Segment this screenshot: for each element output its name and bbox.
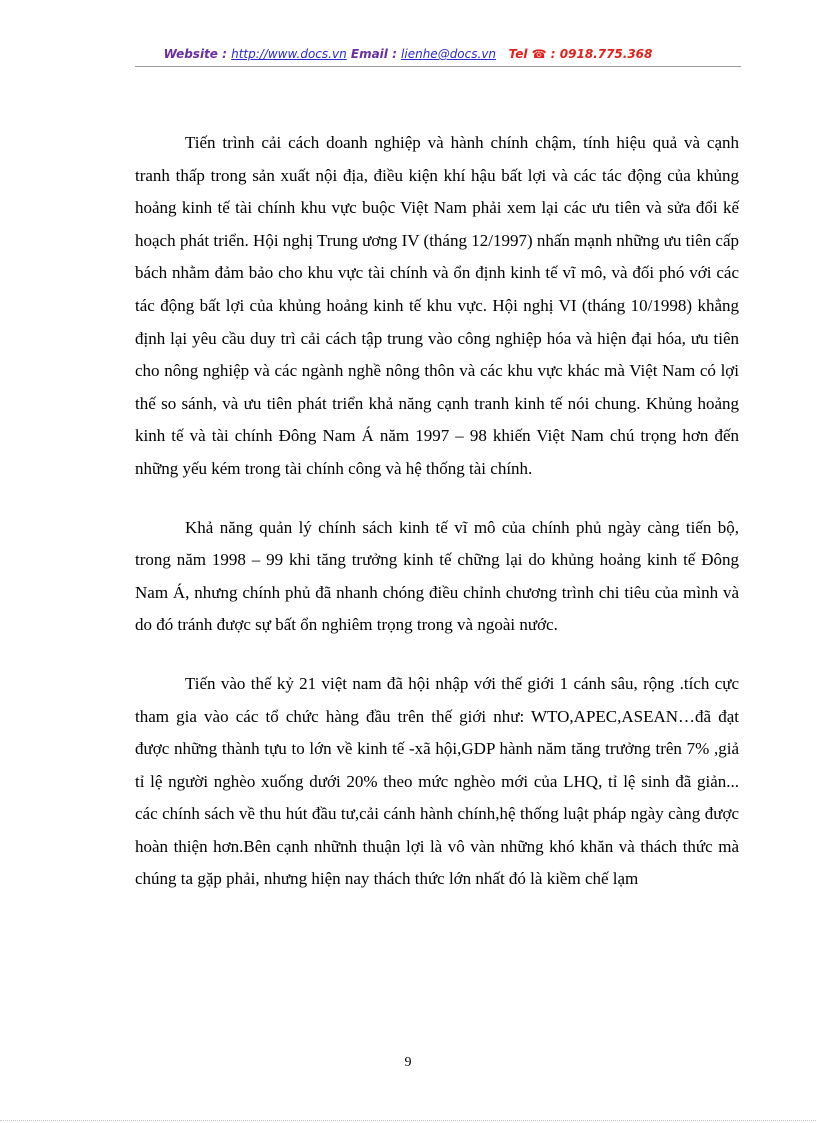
email-label: Email :	[346, 47, 402, 61]
phone-number: : 0918.775.368	[546, 47, 653, 61]
paragraph: Khả năng quản lý chính sách kinh tế vĩ mô của chính phủ ngày càng tiến bộ, trong năm 1998 – 99 khi tăng trưởng kinh tế chững lại do khủng hoảng kinh tế Đông Nam Á, nhưng chính phủ đã nhanh chóng điều chỉnh chương trình chi tiêu của mình và do đó tránh được sự bất ổn nghiêm trọng trong và ngoài nước.	[135, 517, 739, 635]
paragraph: Tiến vào thế kỷ 21 việt nam đã hội nhập với thế giới 1 cánh sâu, rộng .tích cực tham gia vào các tổ chức hàng đầu trên thế giới như: WTO,APEC,ASEAN…đã đạt được những thành tựu to lớn về kinh tế -xã hội,GDP hành năm tăng trưởng trên 7% ,giả tỉ lệ người nghèo xuống dưới 20% theo mức nghèo mới của LHQ, tỉ lệ sinh đã giản... các chính sách về thu hút đầu tư,cải cánh hành chính,hệ thống luật pháp ngày càng được hoàn thiện hơn.Bên cạnh nhữnh thuận lợi là vô vàn những khó khăn và thách thức mà chúng ta gặp phải, nhưng hiện nay thách thức lớn nhất đó là kiềm chế lạm	[135, 673, 739, 889]
email-link[interactable]: lienhe@docs.vn	[401, 47, 497, 61]
page-number: 9	[404, 1055, 412, 1070]
website-link[interactable]: http://www.docs.vn	[231, 47, 347, 61]
page-header	[0, 47, 816, 61]
phone-icon: ☎	[531, 47, 547, 61]
document-body	[135, 127, 739, 922]
website-label: Website :	[163, 47, 232, 61]
header-divider	[135, 66, 741, 67]
paragraph: Tiến trình cải cách doanh nghiệp và hành chính chậm, tính hiệu quả và cạnh tranh thấp trong sản xuất nội địa, điều kiện khí hậu bất lợi và các tác động của khủng hoảng kinh tế tài chính khu vực buộc Việt Nam phải xem lại các ưu tiên và sửa đổi kế hoạch phát triển. Hội nghị Trung ương IV (tháng 12/1997) nhấn mạnh những ưu tiên cấp bách nhằm đảm bảo cho khu vực tài chính và ổn định kinh tế vĩ mô, và đối phó với các tác động bất lợi của khủng hoảng kinh tế khu vực. Hội nghị VI (tháng 10/1998) khẳng định lại yêu cầu duy trì cải cách tập trung vào công nghiệp hóa và hiện đại hóa, ưu tiên cho nông nghiệp và các ngành nghề nông thôn và các khu vực khác mà Việt Nam có lợi thế so sánh, và ưu tiên phát triển khả năng cạnh tranh kinh tế nói chung. Khủng hoảng kinh tế và tài chính Đông Nam Á năm 1997 – 98 khiến Việt Nam chú trọng hơn đến những yếu kém trong tài chính công và hệ thống tài chính.	[135, 133, 739, 478]
tel-label: Tel	[508, 47, 532, 61]
page-bottom-border	[0, 1120, 816, 1121]
